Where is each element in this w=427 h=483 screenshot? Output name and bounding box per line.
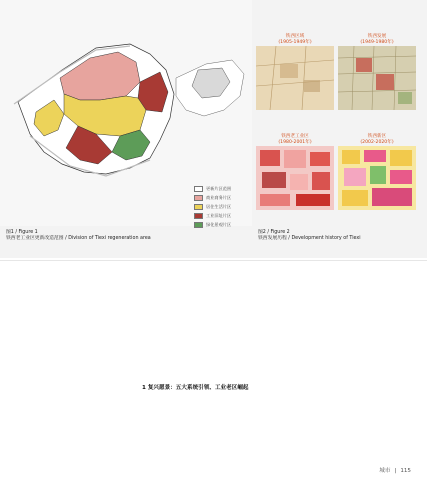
legend-label: 商业商务片区 — [206, 195, 232, 200]
figure1-caption-subtitle: 铁西老工业区更新改造范围 / Division of Tiexi regeneration area — [6, 236, 151, 242]
legend-label: 工业旧址片区 — [206, 213, 232, 218]
panel-label-line1: 铁西区域 — [285, 34, 305, 39]
historic-map-image — [256, 46, 334, 110]
legend-label: 居住生活片区 — [206, 204, 232, 209]
development-history-panels — [256, 34, 416, 224]
panel-label-line1: 铁西新区 — [367, 134, 387, 139]
legend-swatch-commercial — [194, 195, 203, 201]
legend-swatch-green — [194, 222, 203, 228]
figure2-caption — [258, 230, 361, 242]
panel-label-line2: (2002-2020年) — [360, 139, 394, 145]
panel-label — [338, 134, 416, 145]
legend-swatch-residential — [194, 204, 203, 210]
legend-item — [194, 212, 250, 220]
legend-item — [194, 194, 250, 202]
divider — [0, 260, 427, 261]
historic-map-image — [338, 46, 416, 110]
history-panel-2002 — [338, 134, 416, 210]
panel-label — [256, 134, 334, 145]
article-column-2 — [142, 264, 261, 469]
map-legend — [194, 185, 250, 230]
panel-label-line2: (1980-2001年) — [278, 139, 312, 145]
legend-label: 更新片区范围 — [206, 186, 232, 191]
legend-swatch-industrial — [194, 213, 203, 219]
legend-item — [194, 185, 250, 193]
figure1-caption-title: 图1 / Figure 1 — [6, 230, 38, 235]
legend-item — [194, 203, 250, 211]
panel-label-line1: 铁西发展 — [367, 34, 387, 39]
page-footer — [379, 466, 411, 474]
legend-label: 绿化景观片区 — [206, 222, 232, 227]
panel-label-line2: (1949-1980年) — [360, 39, 394, 45]
figure2-caption-title: 图2 / Figure 2 — [258, 230, 290, 235]
footer-separator: | — [394, 468, 397, 474]
page-number: 115 — [400, 468, 411, 474]
figure1-caption — [6, 230, 151, 242]
panel-label-line1: 铁西老工业区 — [281, 134, 309, 139]
historic-map-image — [338, 146, 416, 210]
journal-name: 城市 — [379, 468, 391, 474]
panel-label-line2: (1905-1949年) — [278, 39, 312, 45]
panel-label — [338, 34, 416, 45]
legend-item — [194, 221, 250, 229]
panel-label — [256, 34, 334, 45]
figure2-caption-subtitle: 铁西发展历程 / Development history of Tiexi — [258, 236, 361, 242]
historic-map-image — [256, 146, 334, 210]
regeneration-area-map — [0, 0, 252, 226]
section-heading: 1 复兴愿景：五大系统引领、工业老区崛起 — [142, 385, 249, 391]
history-panel-1949 — [338, 34, 416, 110]
article-column-1 — [6, 264, 125, 469]
history-panel-1905 — [256, 34, 334, 110]
article-column-3 — [280, 264, 399, 469]
history-panel-1980 — [256, 134, 334, 210]
legend-swatch-renewal-boundary — [194, 186, 203, 192]
